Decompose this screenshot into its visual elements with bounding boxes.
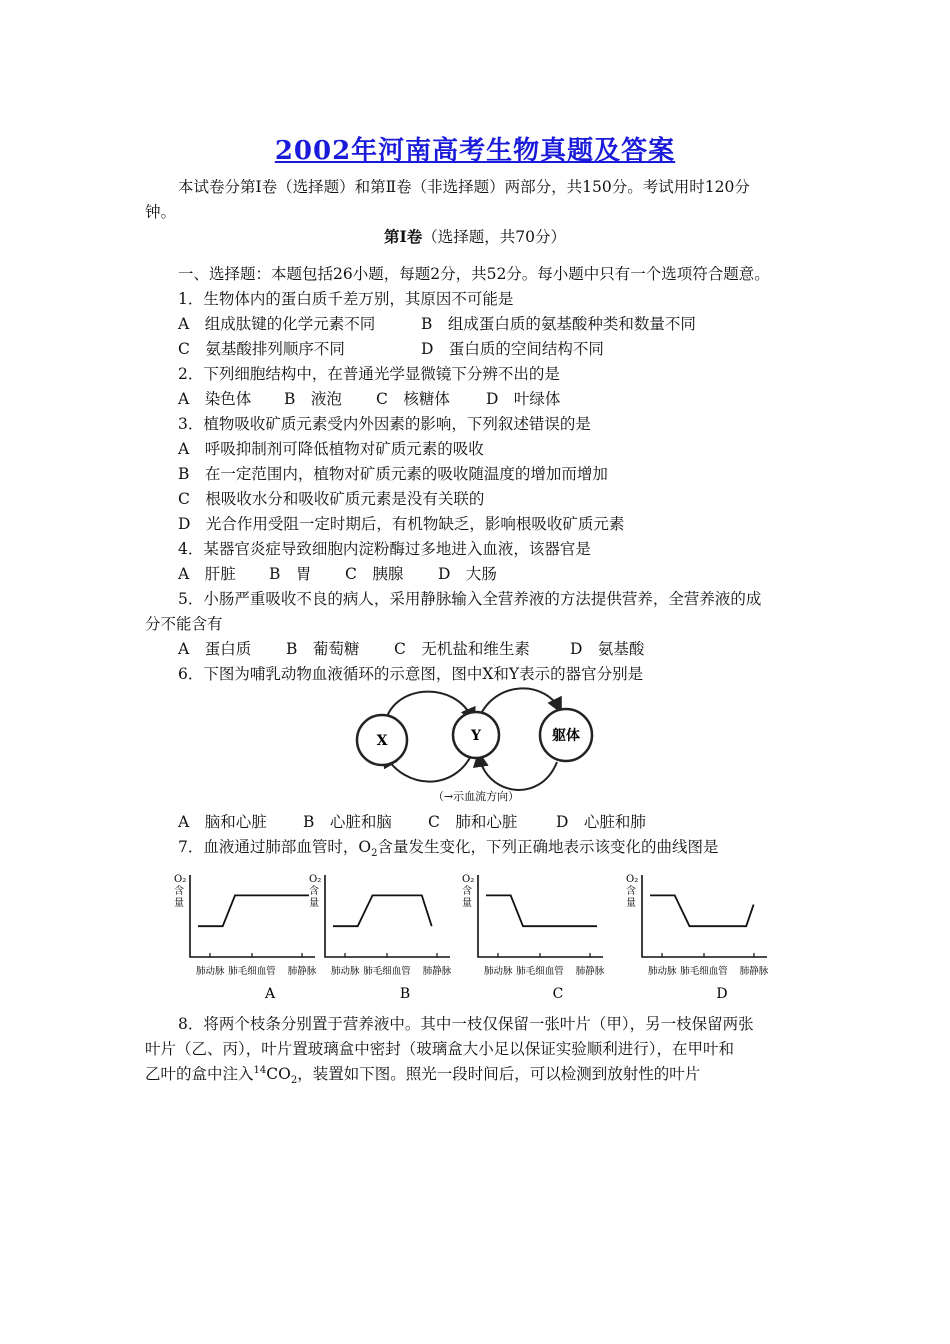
q6-option-b: B 心脏和脑 bbox=[303, 813, 392, 831]
chart-tick-label: 肺静脉 bbox=[422, 966, 452, 977]
o2-chart-b bbox=[305, 862, 475, 1002]
chart-ylabel-part: 量 bbox=[626, 898, 636, 909]
q3-stem: 3．植物吸收矿质元素受内外因素的影响，下列叙述错误的是 bbox=[178, 415, 591, 433]
chart-axes bbox=[325, 875, 450, 957]
chart-ylabel-part: O₂ bbox=[462, 874, 475, 885]
q8-stem-3-pre: 乙叶的盒中注入 bbox=[145, 1065, 254, 1083]
chart-ylabel-part: 量 bbox=[462, 898, 472, 909]
q2-option-b: B 液泡 bbox=[284, 390, 342, 408]
circulation-diagram bbox=[345, 680, 605, 805]
q7-stem-sub: 2 bbox=[371, 848, 378, 860]
q8-stem-line-3 bbox=[145, 1062, 700, 1086]
chart-tick-label: 肺动脉 bbox=[196, 966, 225, 977]
q6-option-d: D 心脏和肺 bbox=[556, 813, 646, 831]
q6-option-a: A 脑和心脏 bbox=[178, 813, 267, 831]
instruction: 一、选择题：本题包括26小题，每题2分，共52分。每小题中只有一个选项符合题意。 bbox=[178, 265, 770, 283]
q7-stem bbox=[178, 835, 718, 859]
q8-stem-line-2: 叶片（乙、丙），叶片置玻璃盒中密封（玻璃盒大小足以保证实验顺利进行），在甲叶和 bbox=[145, 1040, 735, 1058]
section-heading-bold: 第Ⅰ卷 bbox=[384, 227, 423, 246]
chart-tick-label: 肺动脉 bbox=[648, 966, 677, 977]
q1-stem: 1．生物体内的蛋白质千差万别，其原因不可能是 bbox=[178, 290, 514, 308]
q8-stem-3-sup: 14 bbox=[253, 1064, 267, 1076]
q4-option-a: A 肝脏 bbox=[178, 565, 236, 583]
q5-stem-line-2: 分不能含有 bbox=[145, 615, 223, 633]
q3-option-c: C 根吸收水分和吸收矿质元素是没有关联的 bbox=[178, 490, 485, 508]
chart-tick-label: 肺动脉 bbox=[484, 966, 513, 977]
chart-ylabel-part: 量 bbox=[174, 898, 184, 909]
chart-letter-d: D bbox=[716, 986, 728, 1002]
q6-option-c: C 肺和心脏 bbox=[428, 813, 518, 831]
chart-axes bbox=[478, 875, 603, 957]
chart-tick-label: 肺动脉 bbox=[331, 966, 360, 977]
chart-tick-label: 肺毛细血管 bbox=[363, 966, 411, 977]
chart-letter-a: A bbox=[264, 986, 276, 1002]
q5-option-b: B 葡萄糖 bbox=[286, 640, 360, 658]
q7-charts bbox=[0, 862, 950, 1002]
chart-letter-c: C bbox=[552, 986, 564, 1002]
q2-option-c: C 核糖体 bbox=[376, 390, 450, 408]
chart-axes bbox=[190, 875, 315, 957]
chart-tick-label: 肺毛细血管 bbox=[516, 966, 564, 977]
chart-tick-label: 肺毛细血管 bbox=[680, 966, 728, 977]
q3-option-d: D 光合作用受阻一定时期后，有机物缺乏，影响根吸收矿质元素 bbox=[178, 515, 625, 533]
q3-option-a: A 呼吸抑制剂可降低植物对矿质元素的吸收 bbox=[178, 440, 484, 458]
q5-option-a: A 蛋白质 bbox=[178, 640, 252, 658]
q3-option-b: B 在一定范围内，植物对矿质元素的吸收随温度的增加而增加 bbox=[178, 465, 608, 483]
q7-stem-post: 含量发生变化，下列正确地表示该变化的曲线图是 bbox=[377, 838, 719, 856]
organ-x-label: X bbox=[376, 733, 388, 749]
q1-option-d: D 蛋白质的空间结构不同 bbox=[421, 340, 604, 358]
o2-chart-c bbox=[458, 862, 628, 1002]
q8-stem-3-post: ，装置如下图。照光一段时间后，可以检测到放射性的叶片 bbox=[297, 1065, 701, 1083]
q2-option-a: A 染色体 bbox=[178, 390, 252, 408]
q8-stem-3-sub: 2 bbox=[290, 1075, 298, 1087]
q1-option-b: B 组成蛋白质的氨基酸种类和数量不同 bbox=[421, 315, 696, 333]
q8-stem-line-1: 8．将两个枝条分别置于营养液中。其中一枝仅保留一张叶片（甲），另一枝保留两张 bbox=[178, 1015, 754, 1033]
o2-curve-d bbox=[650, 895, 754, 926]
q1-options-row2 bbox=[178, 337, 604, 359]
q4-option-c: C 胰腺 bbox=[345, 565, 404, 583]
chart-tick-label: 肺静脉 bbox=[287, 966, 317, 977]
diagram-caption: （→示血流方向） bbox=[432, 790, 520, 803]
o2-curve-b bbox=[333, 895, 432, 926]
q5-options bbox=[178, 637, 645, 659]
o2-curve-c bbox=[486, 895, 597, 926]
q5-stem-line-1: 5．小肠严重吸收不良的病人，采用静脉输入全营养液的方法提供营养，全营养液的成 bbox=[178, 590, 762, 608]
section-heading bbox=[0, 225, 950, 247]
page-title[interactable]: 2002年河南高考生物真题及答案 bbox=[274, 136, 676, 166]
chart-ylabel-part: O₂ bbox=[174, 874, 187, 885]
q2-options bbox=[178, 387, 561, 409]
o2-chart-d bbox=[622, 862, 792, 1002]
chart-axes bbox=[642, 875, 767, 957]
q1-options-row1 bbox=[178, 312, 696, 334]
chart-tick-label: 肺静脉 bbox=[739, 966, 769, 977]
organ-body-label: 躯体 bbox=[552, 728, 580, 744]
chart-ylabel-part: 含 bbox=[462, 886, 472, 897]
intro-line-1: 本试卷分第Ⅰ卷（选择题）和第Ⅱ卷（非选择题）两部分，共150分。考试用时120分 bbox=[178, 178, 750, 196]
o2-curve-a bbox=[198, 895, 309, 926]
q2-option-d: D 叶绿体 bbox=[486, 390, 561, 408]
q4-stem: 4．某器官炎症导致细胞内淀粉酶过多地进入血液，该器官是 bbox=[178, 540, 591, 558]
chart-ylabel-part: 含 bbox=[626, 886, 636, 897]
organ-y-label: Y bbox=[471, 728, 481, 744]
intro-line-2: 钟。 bbox=[145, 203, 177, 221]
chart-ylabel-part: O₂ bbox=[309, 874, 322, 885]
q1-option-a: A 组成肽键的化学元素不同 bbox=[178, 315, 376, 333]
q5-option-c: C 无机盐和维生素 bbox=[394, 640, 530, 658]
q1-option-c: C 氨基酸排列顺序不同 bbox=[178, 340, 345, 358]
q5-option-d: D 氨基酸 bbox=[570, 640, 645, 658]
q6-options bbox=[178, 810, 646, 832]
chart-ylabel-part: 量 bbox=[309, 898, 319, 909]
section-heading-rest: （选择题，共70分） bbox=[422, 228, 566, 246]
chart-ylabel-part: O₂ bbox=[626, 874, 639, 885]
chart-tick-label: 肺毛细血管 bbox=[228, 966, 276, 977]
chart-letter-b: B bbox=[399, 986, 411, 1002]
q4-option-d: D 大肠 bbox=[438, 565, 497, 583]
chart-tick-label: 肺静脉 bbox=[575, 966, 605, 977]
q8-stem-3-co: CO bbox=[266, 1065, 291, 1083]
q4-option-b: B 胃 bbox=[269, 565, 312, 583]
q2-stem: 2．下列细胞结构中，在普通光学显微镜下分辨不出的是 bbox=[178, 365, 560, 383]
chart-ylabel-part: 含 bbox=[174, 886, 184, 897]
chart-ylabel-part: 含 bbox=[309, 886, 319, 897]
q4-options bbox=[178, 562, 497, 584]
systemic-loop-bottom bbox=[479, 755, 557, 790]
q6-stem: 6．下图为哺乳动物血液循环的示意图，图中X和Y表示的器官分别是 bbox=[178, 665, 644, 683]
systemic-loop-top bbox=[479, 688, 560, 718]
q7-stem-pre: 7．血液通过肺部血管时，O bbox=[178, 838, 372, 856]
